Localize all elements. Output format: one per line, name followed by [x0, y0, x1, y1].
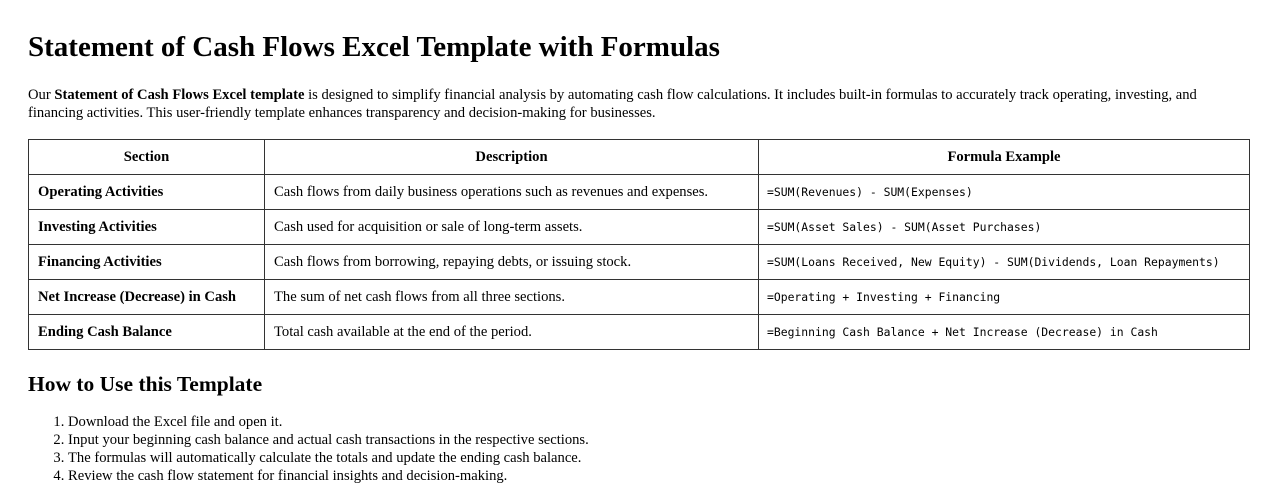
list-item: 4. Review the cash flow statement for financial insights and decision-making. [68, 467, 1249, 485]
howto-heading: How to Use this Template [28, 372, 263, 396]
section-cell: Net Increase (Decrease) in Cash [29, 280, 265, 315]
formula-cell: =Beginning Cash Balance + Net Increase (Decrease) in Cash [759, 315, 1250, 350]
intro-prefix: Our [28, 87, 55, 103]
section-cell: Financing Activities [29, 245, 265, 280]
header-formula: Formula Example [759, 140, 1250, 175]
section-cell: Ending Cash Balance [29, 315, 265, 350]
description-cell: Cash used for acquisition or sale of long-term assets. [265, 210, 759, 245]
table-row [29, 245, 1250, 280]
howto-steps-list [28, 413, 1249, 485]
table-row [29, 210, 1250, 245]
page-title: Statement of Cash Flows Excel Template with Formulas [28, 31, 720, 63]
intro-bold: Statement of Cash Flows Excel template [54, 87, 305, 103]
cash-flow-table [28, 139, 1250, 350]
table-header-row [29, 140, 1250, 175]
description-cell: The sum of net cash flows from all three sections. [265, 280, 759, 315]
list-item: 3. The formulas will automatically calculate the totals and update the ending cash balance. [68, 449, 1249, 467]
header-section: Section [29, 140, 265, 175]
table-row [29, 175, 1250, 210]
formula-cell: =SUM(Revenues) - SUM(Expenses) [759, 175, 1250, 210]
description-cell: Total cash available at the end of the period. [265, 315, 759, 350]
section-cell: Operating Activities [29, 175, 265, 210]
table-row [29, 280, 1250, 315]
intro-suffix: is designed to simplify financial analysis by automating cash flow calculations. It includes built-in formulas to accurately track operating, investing, and financing activities. This user-friendly template enhances transparency and decision-making for businesses. [28, 87, 1197, 121]
formula-cell: =SUM(Loans Received, New Equity) - SUM(Dividends, Loan Repayments) [759, 245, 1250, 280]
formula-cell: =SUM(Asset Sales) - SUM(Asset Purchases) [759, 210, 1250, 245]
list-item: 2. Input your beginning cash balance and actual cash transactions in the respective sections. [68, 431, 1249, 449]
description-cell: Cash flows from daily business operations such as revenues and expenses. [265, 175, 759, 210]
section-cell: Investing Activities [29, 210, 265, 245]
table-row [29, 315, 1250, 350]
intro-paragraph [28, 86, 1249, 122]
description-cell: Cash flows from borrowing, repaying debts, or issuing stock. [265, 245, 759, 280]
formula-cell: =Operating + Investing + Financing [759, 280, 1250, 315]
header-description: Description [265, 140, 759, 175]
list-item: 1. Download the Excel file and open it. [68, 413, 1249, 431]
